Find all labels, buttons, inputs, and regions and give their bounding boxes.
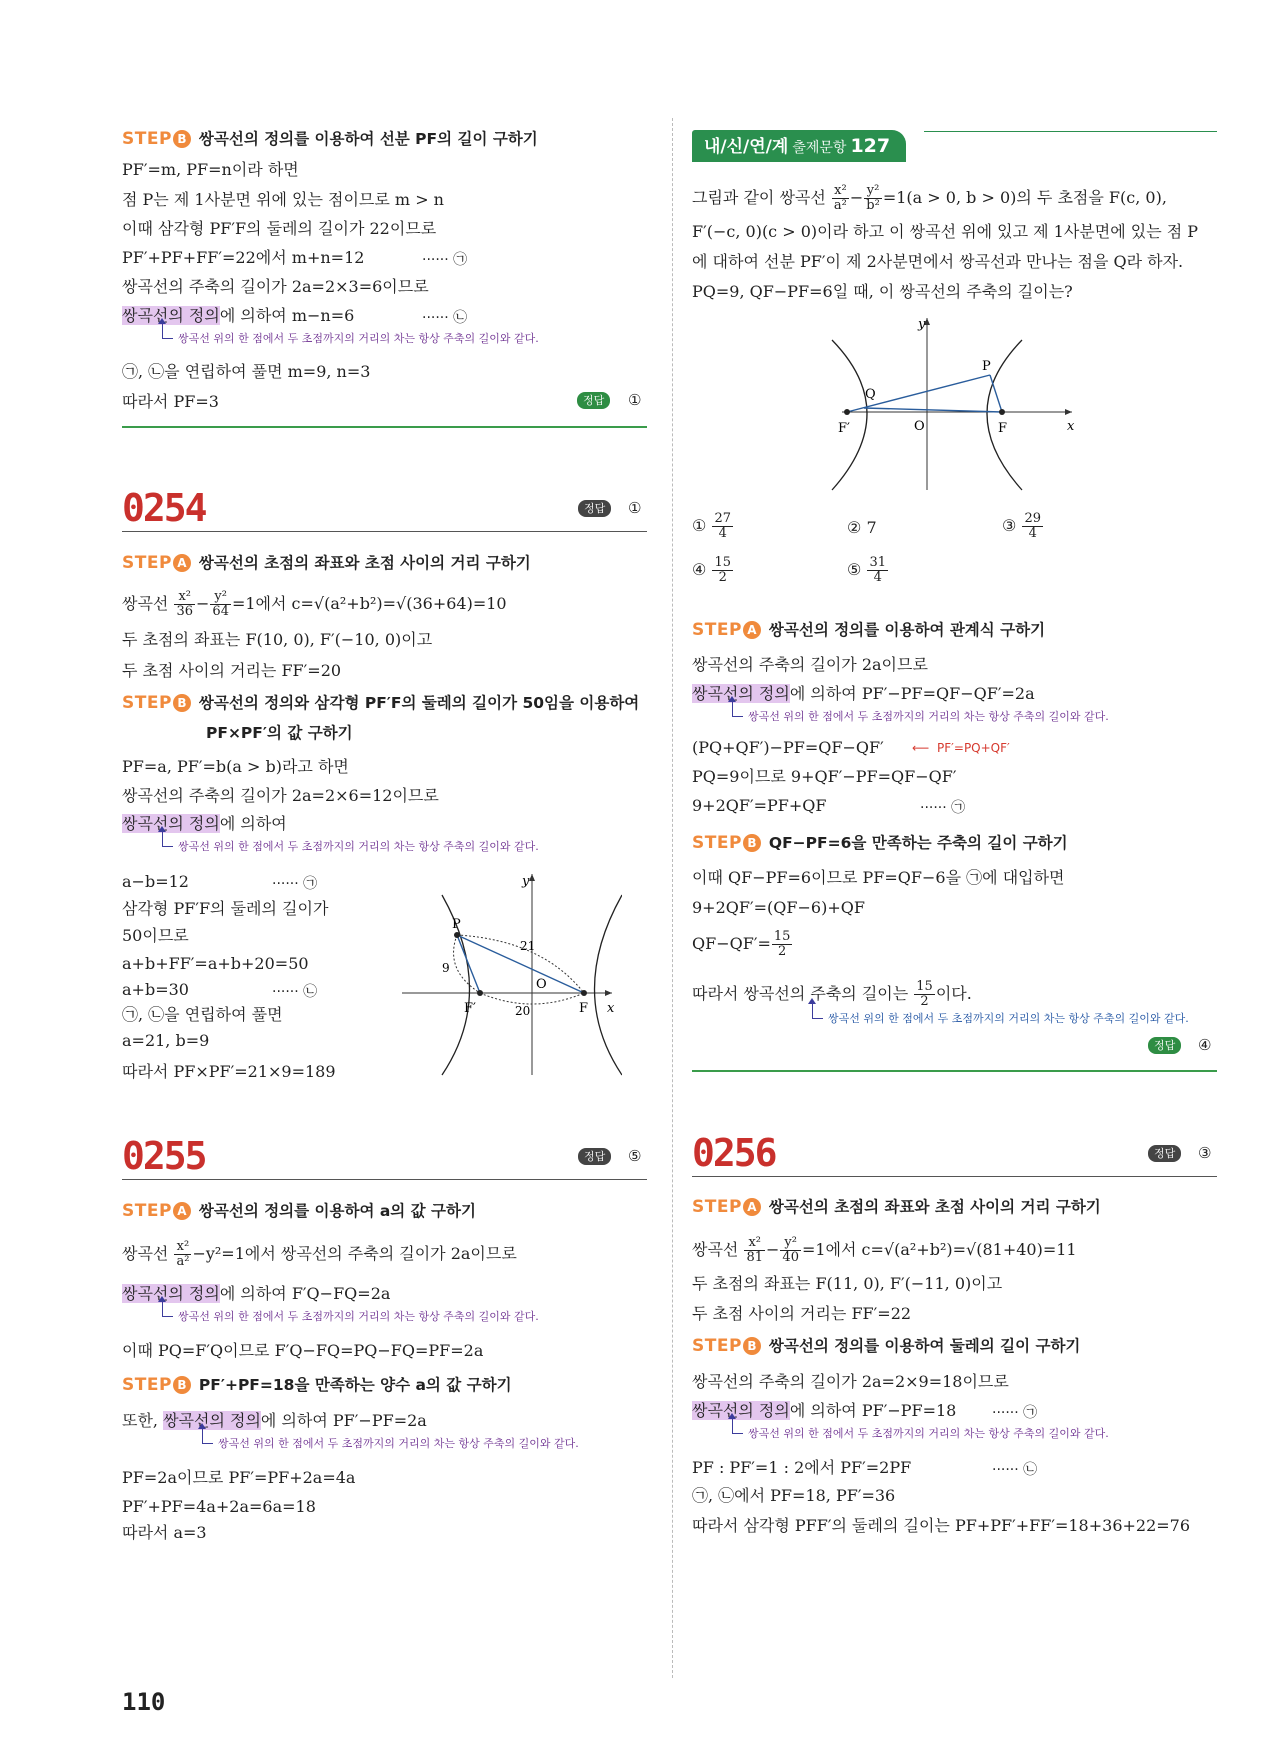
step-a-header: STEP A 쌍곡선의 정의를 이용하여 a의 값 구하기	[122, 1201, 476, 1221]
hyperbola-right-branch	[595, 895, 623, 1075]
answer-value: ③	[1198, 1144, 1212, 1162]
text-line: 삼각형 PF′F의 둘레의 길이가	[122, 899, 329, 918]
point-f-prime	[844, 409, 850, 415]
answer-value: ①	[628, 499, 642, 517]
definition-highlight: 쌍곡선의 정의	[692, 684, 790, 703]
problem-number: 0255	[122, 1134, 206, 1178]
text-line: PF : PF′=1 : 2에서 PF′=2PF	[692, 1458, 912, 1477]
definition-note: 쌍곡선 위의 한 점에서 두 초점까지의 거리의 차는 항상 주축의 길이와 같다.	[732, 1427, 1109, 1441]
length-9-label: 9	[442, 961, 450, 975]
step-a-header: STEP A 쌍곡선의 정의를 이용하여 관계식 구하기	[692, 620, 1046, 640]
text-line: 9+2QF′=PF+QF	[692, 796, 827, 815]
text-line: 쌍곡선의 주축의 길이가 2a이므로	[692, 655, 928, 674]
y-axis-arrow	[529, 874, 535, 881]
choice-2[interactable]: ② 7	[847, 518, 877, 537]
equation-mark: ······ ㉠	[920, 800, 966, 816]
x-label: x	[607, 1001, 615, 1016]
text-line: 따라서 쌍곡선의 주축의 길이는 $\frac{15}{2}$ 이다.	[692, 979, 972, 1009]
text-line: 따라서 PF×PF′=21×9=189	[122, 1062, 336, 1081]
equation-mark: ······ ㉡	[422, 310, 468, 326]
text-line: PF=2a이므로 PF′=PF+2a=4a	[122, 1468, 356, 1487]
definition-note: 쌍곡선 위의 한 점에서 두 초점까지의 거리의 차는 항상 주축의 길이와 같다.	[162, 1310, 539, 1324]
choice-1[interactable]: ① $\frac{27}{4}$	[692, 511, 731, 541]
text-line: 쌍곡선의 정의에 의하여 F′Q−FQ=2a	[122, 1284, 391, 1303]
text-line: 쌍곡선의 정의에 의하여 PF′−PF=18	[692, 1401, 957, 1420]
f-prime-label: F′	[838, 421, 850, 436]
page-number: 110	[122, 1688, 166, 1716]
text-line: 점 P는 제 1사분면 위에 있는 점이므로 m > n	[122, 190, 444, 209]
definition-highlight: 쌍곡선의 정의	[122, 814, 220, 833]
o-label: O	[914, 419, 925, 434]
step-b-header-cont: PF×PF′의 값 구하기	[206, 724, 353, 742]
text-line: 두 초점의 좌표는 F(11, 0), F′(−11, 0)이고	[692, 1274, 1003, 1293]
text-line: 따라서 삼각형 PFF′의 둘레의 길이는 PF+PF′+FF′=18+36+22=76	[692, 1516, 1191, 1535]
answer-value: ④	[1198, 1036, 1212, 1054]
hyperbola-left-branch	[832, 340, 867, 490]
text-line: 쌍곡선 $\frac{\text{x²}}{36}$ − $\frac{\text{y²}}{64}$ =1에서 c=√(a²+b²)=√(36+64)=10	[122, 589, 507, 619]
definition-note: 쌍곡선 위의 한 점에서 두 초점까지의 거리의 차는 항상 주축의 길이와 같다.	[162, 840, 539, 854]
point-f	[581, 990, 587, 996]
text-line: 또한, 쌍곡선의 정의에 의하여 PF′−PF=2a	[122, 1411, 427, 1430]
step-b-header: STEP B PF′+PF=18을 만족하는 양수 a의 값 구하기	[122, 1375, 512, 1395]
hyperbola-graph	[822, 310, 1102, 495]
text-line: 50이므로	[122, 926, 189, 945]
f-label: F	[579, 1001, 589, 1016]
y-label: y	[918, 317, 926, 332]
length-21-label: 21	[520, 939, 536, 953]
text-line: 두 초점의 좌표는 F(10, 0), F′(−10, 0)이고	[122, 630, 433, 649]
text-line: 9+2QF′=(QF−6)+QF	[692, 898, 865, 917]
header-rule	[924, 131, 1217, 132]
text-line: PQ=9이므로 9+QF′−PF=QF−QF′	[692, 767, 957, 786]
answer-badge: 정답	[1148, 1145, 1181, 1162]
problem-text: F′(−c, 0)(c > 0)이라 하고 이 쌍곡선 위에 있고 제 1사분면에 있는 점 P	[692, 222, 1199, 241]
problem-text: 에 대하여 선분 PF′이 제 2사분면에서 쌍곡선과 만나는 점을 Q라 하자.	[692, 252, 1184, 271]
text-line: 쌍곡선의 주축의 길이가 2a=2×6=12이므로	[122, 786, 439, 805]
text-line: ㉠, ㉡을 연립하여 풀면	[122, 1005, 283, 1024]
text-line: PF′=m, PF=n이라 하면	[122, 160, 299, 179]
choice-3[interactable]: ③ $\frac{29}{4}$	[1002, 511, 1041, 541]
text-line: 쌍곡선의 주축의 길이가 2a=2×3=6이므로	[122, 277, 429, 296]
step-b-header: STEP B 쌍곡선의 정의를 이용하여 선분 PF의 길이 구하기	[122, 129, 538, 149]
text-line: PF=a, PF′=b(a > b)라고 하면	[122, 757, 349, 776]
f-label: F	[998, 421, 1008, 436]
text-line: 이때 삼각형 PF′F의 둘레의 길이가 22이므로	[122, 219, 437, 238]
answer-badge: 정답	[578, 500, 611, 517]
choice-5[interactable]: ⑤ $\frac{31}{4}$	[847, 555, 886, 585]
answer-badge: 정답	[578, 1148, 611, 1165]
section-rule	[692, 1070, 1217, 1072]
x-axis-arrow	[1065, 409, 1072, 415]
answer-value: ⑤	[628, 1147, 642, 1165]
problem-number: 0256	[692, 1131, 776, 1175]
text-line: a+b+FF′=a+b+20=50	[122, 954, 309, 973]
section-rule	[122, 426, 647, 428]
column-divider	[672, 118, 673, 1678]
definition-highlight: 쌍곡선의 정의	[122, 306, 220, 325]
text-line: ㉠, ㉡에서 PF=18, PF′=36	[692, 1486, 896, 1505]
text-line: 두 초점 사이의 거리는 FF′=20	[122, 661, 342, 680]
definition-note: 쌍곡선 위의 한 점에서 두 초점까지의 거리의 차는 항상 주축의 길이와 같다.	[732, 710, 1109, 724]
text-line: 쌍곡선의 주축의 길이가 2a=2×9=18이므로	[692, 1372, 1009, 1391]
text-line: 이때 QF−PF=6이므로 PF=QF−6을 ㉠에 대입하면	[692, 868, 1065, 887]
step-b-header: STEP B 쌍곡선의 정의와 삼각형 PF′F의 둘레의 길이가 50임을 이용하여	[122, 693, 640, 713]
f-prime-label: F′	[464, 1001, 476, 1016]
text-line: 쌍곡선의 정의에 의하여	[122, 814, 287, 833]
definition-note: 쌍곡선 위의 한 점에서 두 초점까지의 거리의 차는 항상 주축의 길이와 같다.	[202, 1437, 579, 1451]
definition-highlight: 쌍곡선의 정의	[163, 1411, 261, 1430]
problem-rule	[122, 1179, 647, 1180]
equation-mark: ······ ㉡	[272, 984, 318, 1000]
hyperbola-graph	[402, 870, 622, 1080]
x-axis-arrow	[605, 990, 612, 996]
problem-number: 0254	[122, 486, 206, 530]
step-a-header: STEP A 쌍곡선의 초점의 좌표와 초점 사이의 거리 구하기	[692, 1197, 1101, 1217]
linked-problem-header: 내/신/연/계 출제문항 127	[692, 130, 906, 162]
text-line: 쌍곡선의 정의에 의하여 PF′−PF=QF−QF′=2a	[692, 684, 1035, 703]
equation-mark: ······ ㉠	[992, 1405, 1038, 1421]
text-line: PF′+PF+FF′=22에서 m+n=12	[122, 248, 365, 267]
o-label: O	[536, 977, 547, 992]
problem-rule	[122, 531, 647, 532]
p-label: P	[982, 359, 991, 374]
text-line: 따라서 a=3	[122, 1523, 207, 1542]
text-line: PF′+PF=4a+2a=6a=18	[122, 1497, 316, 1516]
segment-qf	[864, 408, 1002, 412]
definition-highlight: 쌍곡선의 정의	[122, 1284, 220, 1303]
p-label: P	[452, 917, 461, 932]
problem-text: PQ=9, QF−PF=6일 때, 이 쌍곡선의 주축의 길이는?	[692, 282, 1073, 301]
text-line: a+b=30	[122, 980, 189, 999]
text-line: 두 초점 사이의 거리는 FF′=22	[692, 1304, 912, 1323]
point-p	[454, 932, 460, 938]
answer-badge: 정답	[1148, 1037, 1181, 1054]
text-line: 쌍곡선의 정의에 의하여 m−n=6	[122, 306, 355, 325]
problem-text: 그림과 같이 쌍곡선 $\frac{\text{x²}}{\text{a²}}$ − $\frac{\text{y²}}{\text{b²}}$ =1(a > 0, b > 0)의 두 초점을 F(c, 0),	[692, 183, 1167, 213]
text-line: a=21, b=9	[122, 1031, 210, 1050]
choice-4[interactable]: ④ $\frac{15}{2}$	[692, 555, 731, 585]
definition-highlight: 쌍곡선의 정의	[692, 1401, 790, 1420]
text-line: ㉠, ㉡을 연립하여 풀면 m=9, n=3	[122, 362, 371, 381]
text-line: 쌍곡선 $\frac{\text{x²}}{\text{a²}}$ −y²=1에서 쌍곡선의 주축의 길이가 2a이므로	[122, 1239, 517, 1269]
answer-badge: 정답	[577, 392, 610, 409]
segment-pf	[990, 375, 1002, 412]
text-line: (PQ+QF′)−PF=QF−QF′	[692, 738, 884, 757]
point-f	[999, 409, 1005, 415]
q-label: Q	[865, 387, 876, 402]
y-label: y	[522, 874, 530, 889]
text-line: QF−QF′= $\frac{15}{2}$	[692, 929, 791, 959]
text-line: a−b=12	[122, 872, 189, 891]
equation-mark: ······ ㉠	[272, 876, 318, 892]
text-line: 이때 PQ=F′Q이므로 F′Q−FQ=PQ−FQ=PF=2a	[122, 1341, 484, 1360]
red-note: ⟵ PF′=PQ+QF′	[912, 741, 1010, 755]
x-label: x	[1067, 419, 1075, 434]
equation-mark: ······ ㉡	[992, 1462, 1038, 1478]
answer-value: ①	[628, 391, 642, 409]
length-20-label: 20	[515, 1004, 531, 1018]
definition-note: 쌍곡선 위의 한 점에서 두 초점까지의 거리의 차는 항상 주축의 길이와 같다.	[812, 1012, 1189, 1026]
step-a-header: STEP A 쌍곡선의 초점의 좌표와 초점 사이의 거리 구하기	[122, 553, 531, 573]
hyperbola-right-branch	[987, 340, 1022, 490]
definition-note: 쌍곡선 위의 한 점에서 두 초점까지의 거리의 차는 항상 주축의 길이와 같다.	[162, 332, 539, 346]
equation-mark: ······ ㉠	[422, 252, 468, 268]
text-line: 쌍곡선 $\frac{\text{x²}}{81}$ − $\frac{\text{y²}}{40}$ =1에서 c=√(a²+b²)=√(81+40)=11	[692, 1235, 1077, 1265]
step-b-header: STEP B 쌍곡선의 정의를 이용하여 둘레의 길이 구하기	[692, 1336, 1081, 1356]
step-b-header: STEP B QF−PF=6을 만족하는 주축의 길이 구하기	[692, 833, 1068, 853]
text-line: 따라서 PF=3	[122, 392, 219, 411]
problem-rule	[692, 1176, 1217, 1177]
point-f-prime	[477, 990, 483, 996]
